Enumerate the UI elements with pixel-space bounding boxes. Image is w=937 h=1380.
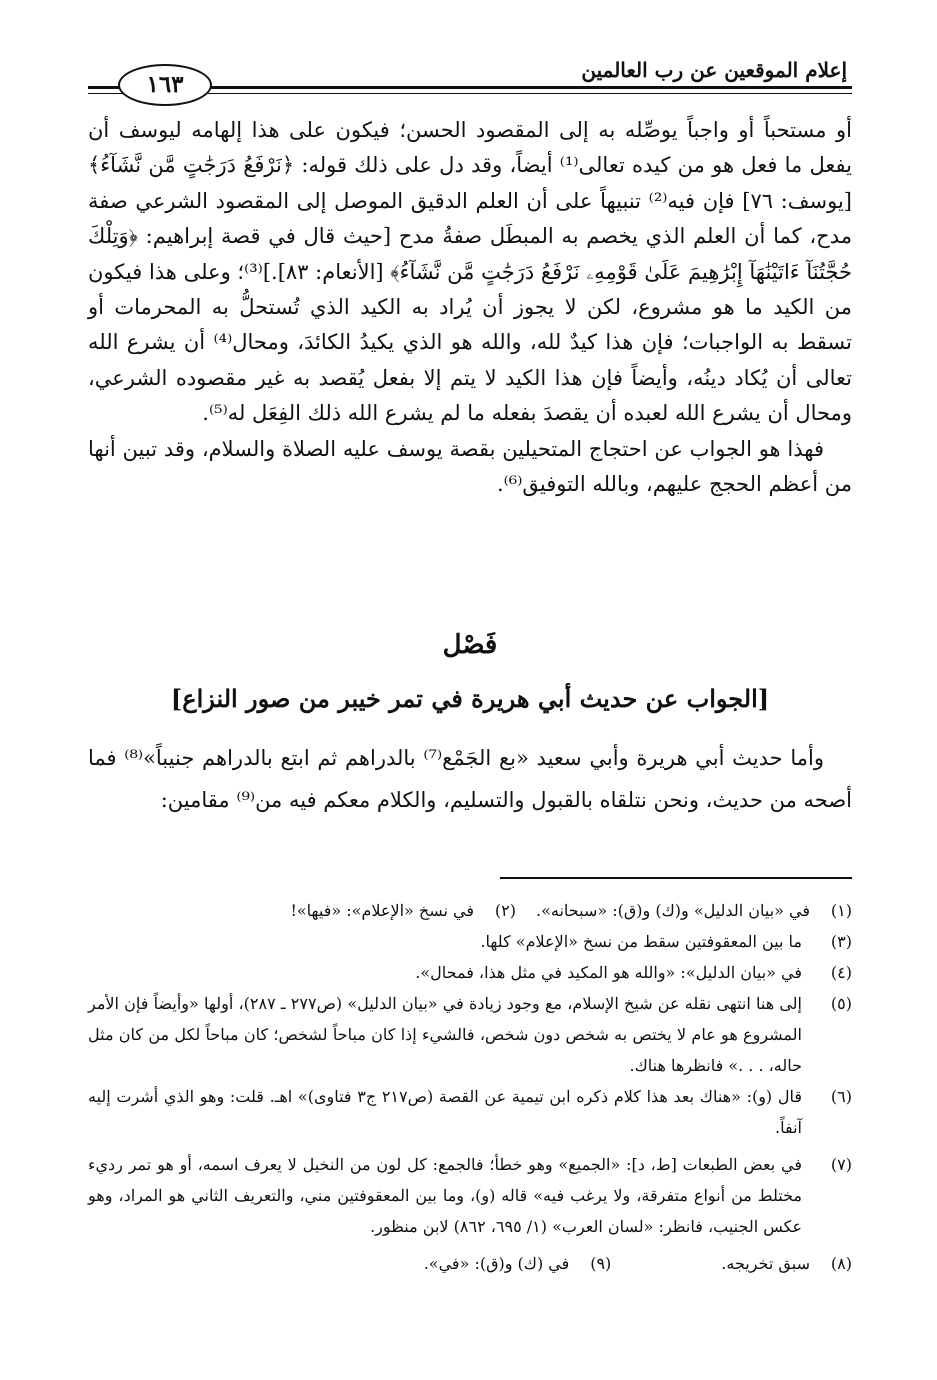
footnote-number: (٧) [830,1155,852,1174]
footnote-text: في نسخ «الإعلام»: «فيها»! [290,901,475,920]
footnote-text: ما بين المعقوفتين سقط من نسخ «الإعلام» كلها. [480,932,802,951]
footnote-3 [88,926,852,957]
footnote-text: سبق تخريجه. [721,1254,810,1273]
footnote-4 [88,957,852,988]
footnote-text: في «بيان الدليل»: «والله هو المكيد في مثل هذا، فمحال». [415,963,802,982]
footnote-text: قال (و): «هناك بعد هذا كلام ذكره ابن تيمية عن القصة (ص٢١٧ ج٣ فتاوى)» اهـ. قلت: وهو الذي أشرت إليه آنفاً. [88,1087,802,1137]
paragraph: فهذا هو الجواب عن احتجاج المتحيلين بقصة يوسف عليه الصلاة والسلام، وقد تبين أنها من أعظم الحجج عليهم، وبالله التوفيق⁽⁶⁾. [88,436,852,497]
fasl-heading: فَصْل [442,630,498,660]
running-header-title: إعلام الموقعين عن رب العالمين [581,58,847,82]
footnote-separator [500,877,852,879]
footnote-text: في (ك) و(ق): «في». [423,1254,570,1273]
footnote-1 [536,895,852,926]
footnote-text: إلى هنا انتهى نقله عن شيخ الإسلام، مع وجود زيادة في «بيان الدليل» (ص٢٧٧ ـ ٢٨٧)، أولها «وأيضاً فإن الأمر المشروع هو عام لا يختص به شخص دون شخص، فالشيء إذا كان مباحاً لشخص؛ كان مباحاً لكل من كان مثل حاله، . . .» فانظرها هناك. [88,994,803,1075]
footnote-5 [88,988,852,1081]
footnote-9 [424,1248,612,1279]
page-number-badge: ١٦٣ [118,64,212,106]
footnote-number: (٩) [590,1254,612,1273]
footnote-number: (١) [830,901,852,920]
footnote-number: (٤) [830,963,852,982]
footnote-row [88,1248,852,1279]
main-text [88,113,852,502]
footnote-7 [88,1149,852,1242]
footnote-number: (٣) [830,932,852,951]
footnote-6 [88,1081,852,1143]
paragraph: أو مستحباً أو واجباً يوصِّله به إلى المقصود الحسن؛ فيكون على هذا إلهامه ليوسف أن يفعل ما فعل هو من كيده تعالى⁽¹⁾ أيضاً، وقد دل على ذلك قوله: ﴿نَرْفَعُ دَرَجَٰتٍ مَّن نَّشَآءُ﴾ [يوسف: ٧٦] فإن فيه⁽²⁾ تنبيهاً على أن العلم الدقيق الموصل إلى المقصود الشرعي صفة مدح، كما أن العلم الذي يخصم به المبطَل صفةُ مدح [حيث قال في قصة إبراهيم: ﴿وَتِلْكَ حُجَّتُنَآ ءَاتَيْنَٰهَآ إِبْرَٰهِيمَ عَلَىٰ قَوْمِهِۦ نَرْفَعُ دَرَجَٰتٍ مَّن نَّشَآءُ﴾ [الأنعام: ٨٣].]⁽³⁾؛ وعلى هذا فيكون من الكيد ما هو مشروع، لكن لا يجوز أن يُراد به الكيد الذي تُستحلُّ به المحرمات أو تسقط به الواجبات؛ فإن هذا كيدٌ لله، والله هو الذي يكيدُ الكائدَ، ومحال⁽⁴⁾ أن يشرع الله تعالى أن يُكاد دينُه، وأيضاً فإن هذا الكيد لا يتم إلا بفعل يُقصد به غير مقصوده الشرعي، ومحال أن يشرع الله لعبده أن يقصدَ بفعله ما لم يشرع الله ذلك الفِعَل له⁽⁵⁾. [88,118,852,426]
footnote-number: (٢) [494,901,517,920]
main-text-continued [88,737,852,821]
footnote-text: في بعض الطبعات [ط، د]: «الجميع» وهو خطأ؛ فالجمع: كل لون من النخيل لا يعرف اسمه، أو هو تمر رديء مختلط من أنواع متفرقة، ولا يرغب فيه» قاله (و)، وما بين المعقوفتين مني، والتعريف الثاني هو المراد، وهو عكس الجنيب، فانظر: «لسان العرب» (١/ ٦٩٥، ٨٦٢) لابن منظور. [88,1155,803,1236]
footnote-2 [290,895,516,926]
footnote-8 [721,1248,852,1279]
section-heading: [الجواب عن حديث أبي هريرة في تمر خيبر من صور النزاع] [170,684,770,713]
footnote-row [88,895,852,926]
footnote-number: (٨) [830,1254,852,1273]
paragraph: وأما حديث أبي هريرة وأبي سعيد «بع الجَمْع⁽⁷⁾ بالدراهم ثم ابتع بالدراهم جنيباً»⁽⁸⁾ فما أصحه من حديث، ونحن نتلقاه بالقبول والتسليم، والكلام معكم فيه من⁽⁹⁾ مقامين: [88,746,852,812]
footnote-number: (٥) [830,994,852,1013]
footnote-text: في «بيان الدليل» و(ك) و(ق): «سبحانه». [536,901,810,920]
footnote-number: (٦) [830,1087,852,1106]
footnotes [88,895,852,1279]
